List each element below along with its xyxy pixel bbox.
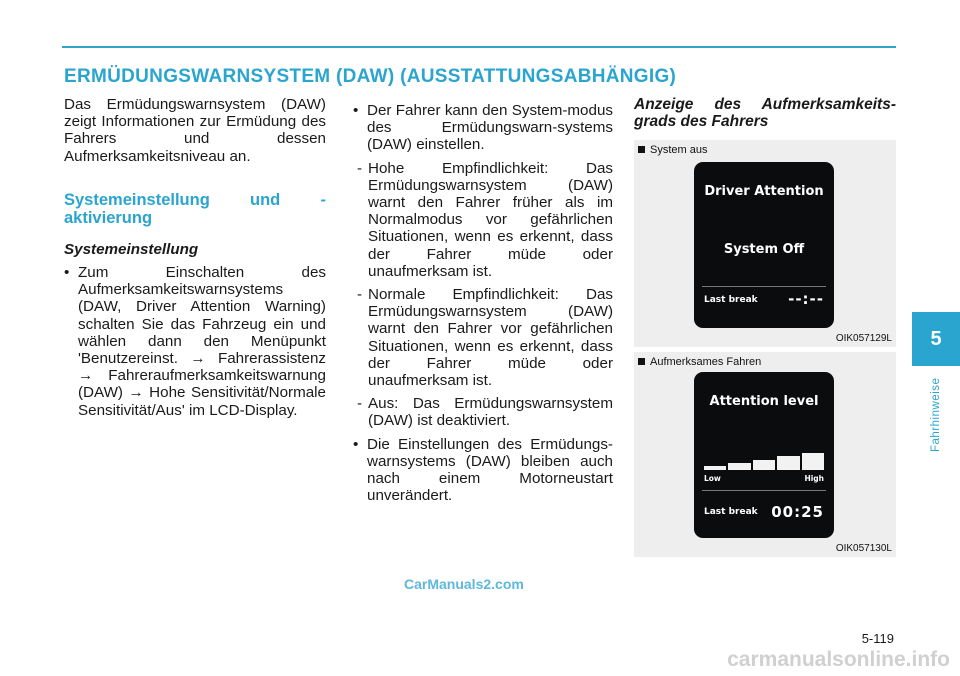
chapter-tab: 5 [912, 312, 960, 366]
dash-item: - Hohe Empfindlichkeit: Das Ermüdungswarnsystem (DAW) warnt den Fahrer früher als im Normalmodus vor gefährlichen Situationen, wenn es erkennt, dass der Fahrer müde oder unaufmerksam ist. [353, 160, 613, 280]
figure-system-off [634, 140, 896, 347]
last-break-label: Last break [704, 507, 758, 517]
high-label: High [804, 474, 824, 483]
last-break-label: Last break [704, 295, 758, 305]
chapter-label: Fahrhinweise [930, 377, 942, 452]
figure-caption: System aus [638, 144, 707, 156]
last-break-time: --:-- [788, 290, 824, 308]
watermark-site: carmanualsonline.info [727, 648, 950, 671]
figure-section-heading: Anzeige des Aufmerksamkeits-grads des Fahrers [634, 96, 896, 130]
watermark-link[interactable]: CarManuals2.com [404, 576, 524, 592]
level-segment [704, 466, 726, 470]
column-right [634, 96, 896, 130]
cluster-display [694, 372, 834, 538]
level-segment [802, 453, 824, 470]
figure-code: OIK057130L [835, 543, 892, 554]
subsection-heading: Systemeinstellung [64, 240, 199, 258]
intro-paragraph: Das Ermüdungswarnsystem (DAW) zeigt Informationen zur Ermüdung des Fahrers und dessen Aufmerksamkeitsniveau an. [64, 96, 326, 165]
page-number: 5-119 [861, 631, 894, 646]
bullet-item: • Zum Einschalten des Aufmerksamkeitswarnsystems (DAW, Driver Attention Warning) schalten Sie das Fahrzeug ein und wählen dann den Menüpunkt 'Benutzereinst. → Fahrerassistenz → Fahreraufmerksamkeitswarnung (DAW) → Hohe Sensitivität/Normale Sensitivität/Aus' im LCD-Display. [64, 264, 326, 419]
display-title: Driver Attention [704, 184, 824, 199]
header-rule [62, 46, 896, 48]
cluster-display [694, 162, 834, 328]
page-title: ERMÜDUNGSWARNSYSTEM (DAW) (AUSSTATTUNGSABHÄNGIG) [64, 66, 677, 87]
level-segment [753, 460, 775, 470]
figure-attentive-driving [634, 352, 896, 557]
dash-item: - Normale Empfindlichkeit: Das Ermüdungswarnsystem (DAW) warnt den Fahrer vor gefährlichen Situationen, wenn es erkennt, dass der Fahrer müde oder unaufmerksam ist. [353, 286, 613, 389]
level-segment [728, 463, 750, 470]
bullet-item: • Die Einstellungen des Ermüdungs-warnsystems (DAW) bleiben auch nach einem Motorneustart unverändert. [353, 436, 613, 505]
section-heading: Systemeinstellung und -aktivierung [64, 190, 326, 227]
display-title: Attention level [709, 394, 819, 409]
display-status: System Off [723, 242, 805, 257]
low-label: Low [704, 474, 721, 483]
square-bullet-icon [638, 146, 645, 153]
figure-code: OIK057129L [835, 333, 892, 344]
column-middle [353, 96, 613, 504]
display-divider [702, 490, 826, 491]
column-left [64, 96, 326, 419]
display-divider [702, 286, 826, 287]
last-break-time: 00:25 [771, 503, 824, 521]
square-bullet-icon [638, 358, 645, 365]
dash-item: - Aus: Das Ermüdungswarnsystem (DAW) ist deaktiviert. [353, 395, 613, 429]
level-segment [777, 456, 799, 470]
figure-caption: Aufmerksames Fahren [638, 356, 761, 368]
bullet-item: • Der Fahrer kann den System-modus des Ermüdungswarn-systems (DAW) einstellen. [353, 102, 613, 154]
